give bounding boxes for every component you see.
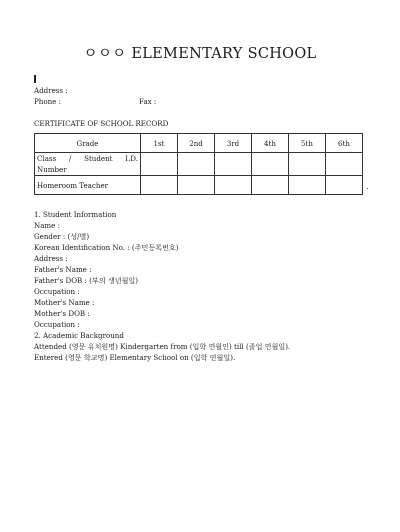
table-cell (178, 153, 215, 176)
fax-label: Fax : (139, 97, 157, 106)
certificate-heading: CERTIFICATE OF SCHOOL RECORD (34, 119, 169, 128)
table-cell (326, 176, 363, 195)
column-header: 5th (289, 134, 326, 153)
field-korean-id: Korean Identification No. : (주민등록번호) (34, 243, 179, 252)
field-mothers-name: Mother's Name : (34, 298, 95, 307)
academic-heading: 2. Academic Background (34, 331, 124, 340)
column-header: 6th (326, 134, 363, 153)
table-cell (141, 176, 178, 195)
label-part: Number (37, 165, 67, 174)
column-header: 2nd (178, 134, 215, 153)
school-record-table (34, 133, 363, 195)
table-cell (326, 153, 363, 176)
label-part: Class (37, 154, 57, 163)
table-cell (252, 176, 289, 195)
table-cell (178, 176, 215, 195)
table-row-class-number (35, 153, 363, 176)
field-address: Address : (34, 254, 68, 263)
student-info-heading: 1. Student Information (34, 210, 117, 219)
address-label: Address : (34, 86, 68, 95)
phone-label: Phone : (34, 97, 62, 106)
school-title: ㅇㅇㅇ ELEMENTARY SCHOOL (83, 46, 317, 62)
stray-mark (367, 188, 368, 189)
field-gender: Gender : (성/별) (34, 232, 90, 241)
column-header: 1st (141, 134, 178, 153)
row-label-line (37, 153, 138, 164)
field-mother-occupation: Occupation : (34, 320, 80, 329)
table-cell (289, 153, 326, 176)
table-cell (289, 176, 326, 195)
column-header: Grade (35, 134, 141, 153)
table-cell (215, 176, 252, 195)
table-cell (252, 153, 289, 176)
academic-line-kindergarten: Attended (영문 유치원명) Kindergarten from (입학 연월인) till (졸업 연월일). (34, 342, 291, 351)
label-part: / (68, 154, 72, 163)
academic-line-elementary: Entered (영문 학교명) Elementary School on (입학 연월일). (34, 353, 236, 362)
column-header: 3rd (215, 134, 252, 153)
field-father-occupation: Occupation : (34, 287, 80, 296)
field-mothers-dob: Mother's DOB : (34, 309, 90, 318)
field-fathers-name: Father's Name : (34, 265, 92, 274)
table-row-homeroom-teacher (35, 176, 363, 195)
table-cell (215, 153, 252, 176)
label-part: I.D. (125, 154, 138, 163)
table-header-row (35, 134, 363, 153)
table-cell (141, 153, 178, 176)
field-fathers-dob: Father's DOB : (부의 생년월일) (34, 276, 139, 285)
row-label-class-number (35, 153, 141, 176)
column-header: 4th (252, 134, 289, 153)
text-cursor (34, 75, 36, 83)
field-name: Name : (34, 221, 61, 230)
row-label-homeroom-teacher: Homeroom Teacher (35, 176, 141, 195)
label-part: Student (84, 154, 113, 163)
